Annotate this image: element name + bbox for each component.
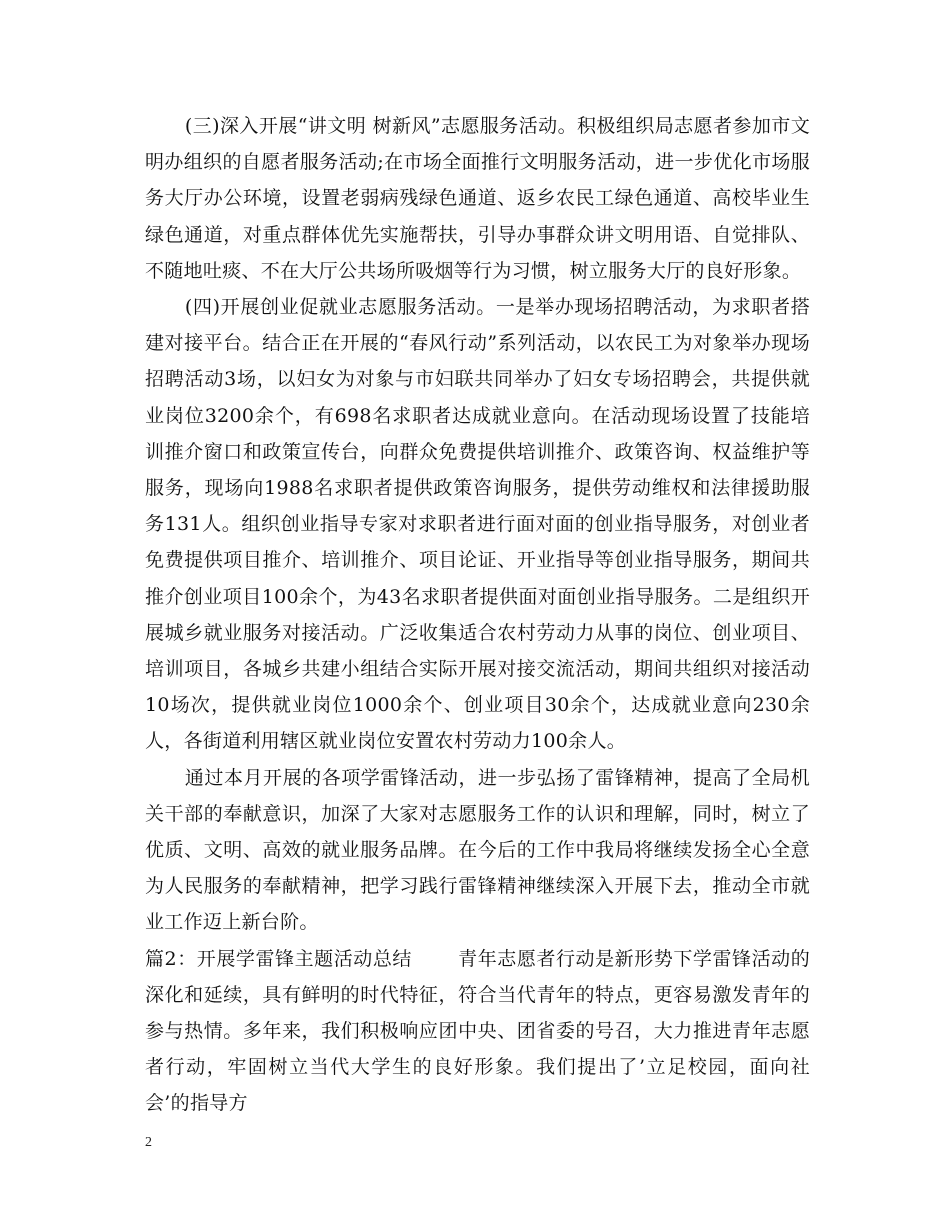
section-2-body: 青年志愿者行动是新形势下学雷锋活动的深化和延续，具有鲜明的时代特征，符合当代青年的特点，更容易激发青年的参与热情。多年来，我们积极响应团中央、团省委的号召，大力推进青年志愿者行动，牢固树立当代大学生的良好形象。我们提出了’立足校园，面向社会’的指导方 — [145, 947, 810, 1115]
section-2-gap — [412, 948, 458, 970]
page-number: 2 — [145, 1135, 152, 1150]
section-2-paragraph — [145, 941, 810, 1122]
paragraph-summary: 通过本月开展的各项学雷锋活动，进一步弘扬了雷锋精神，提高了全局机关干部的奉献意识，加深了大家对志愿服务工作的认识和理解，同时，树立了优质、文明、高效的就业服务品牌。在今后的工作中我局将继续发扬全心全意为人民服务的奉献精神，把学习践行雷锋精神继续深入开展下去，推动全市就业工作迈上新台阶。 — [145, 766, 810, 934]
section-2-title: 篇2：开展学雷锋主题活动总结 — [145, 947, 412, 970]
paragraph-entrepreneurship-employment: (四)开展创业促就业志愿服务活动。一是举办现场招聘活动，为求职者搭建对接平台。结合正在开展的“春风行动”系列活动，以农民工为对象举办现场招聘活动3场，以妇女为对象与市妇联共同举办了妇女专场招聘会，共提供就业岗位3200余个，有698名求职者达成就业意向。在活动现场设置了技能培训推介窗口和政策宣传台，向群众免费提供培训推介、政策咨询、权益维护等服务，现场向1988名求职者提供政策咨询服务，提供劳动维权和法律援助服务131人。组织创业指导专家对求职者进行面对面的创业指导服务，对创业者免费提供项目推介、培训推介、项目论证、开业指导等创业指导服务，期间共推介创业项目100余个，为43名求职者提供面对面创业指导服务。二是组织开展城乡就业服务对接活动。广泛收集适合农村劳动力从事的岗位、创业项目、培训项目，各城乡共建小组结合实际开展对接交流活动，期间共组织对接活动 10场次，提供就业岗位1000余个、创业项目30余个，达成就业意向230余人，各街道利用辖区就业岗位安置农村劳动力100余人。 — [145, 296, 810, 753]
document-page — [145, 108, 810, 1122]
paragraph-volunteer-civilization: (三)深入开展“讲文明 树新风”志愿服务活动。积极组织局志愿者参加市文明办组织的自愿者服务活动;在市场全面推行文明服务活动，进一步优化市场服务大厅办公环境，设置老弱病残绿色通道、返乡农民工绿色通道、高校毕业生绿色通道，对重点群体优先实施帮扶，引导办事群众讲文明用语、自觉排队、不随地吐痰、不在大厅公共场所吸烟等行为习惯，树立服务大厅的良好形象。 — [145, 115, 810, 282]
